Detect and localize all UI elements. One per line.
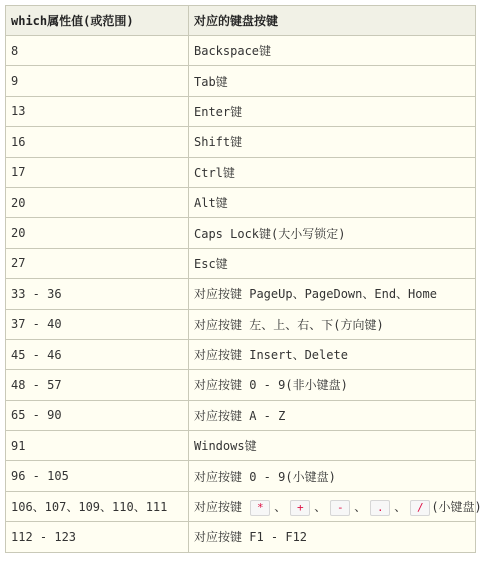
cell-which-value: 20 (6, 187, 189, 217)
cell-which-value: 17 (6, 157, 189, 187)
cell-which-value: 45 - 46 (6, 339, 189, 369)
numpad-key-plus: + (290, 500, 310, 516)
cell-key-name: 对应按键 0 - 9(小键盘) (189, 461, 476, 491)
cell-which-value: 91 (6, 431, 189, 461)
cell-which-value: 65 - 90 (6, 400, 189, 430)
numpad-separator: 、 (314, 499, 327, 514)
table-row (6, 491, 476, 521)
keycode-table-container (5, 5, 482, 553)
cell-which-value: 16 (6, 127, 189, 157)
cell-key-name: Enter键 (189, 96, 476, 126)
numpad-key-decimal: . (370, 500, 390, 516)
table-row (6, 279, 476, 309)
cell-key-name: Ctrl键 (189, 157, 476, 187)
cell-which-value: 8 (6, 36, 189, 66)
cell-key-name: Esc键 (189, 248, 476, 278)
cell-which-value: 106、107、109、110、111 (6, 491, 189, 521)
cell-key-name: Backspace键 (189, 36, 476, 66)
table-row (6, 36, 476, 66)
numpad-key-multiply: * (250, 500, 270, 516)
keycode-table (5, 5, 482, 553)
table-row (6, 370, 476, 400)
cell-key-name: 对应按键 PageUp、PageDown、End、Home (189, 279, 476, 309)
table-row (6, 157, 476, 187)
cell-key-name: 对应按键 F1 - F12 (189, 522, 476, 552)
numpad-separator: 、 (274, 499, 287, 514)
cell-which-value: 96 - 105 (6, 461, 189, 491)
numpad-separator: 、 (394, 499, 407, 514)
cell-which-value: 13 (6, 96, 189, 126)
cell-which-value: 37 - 40 (6, 309, 189, 339)
table-row (6, 400, 476, 430)
table-header-row (6, 6, 476, 36)
table-row (6, 127, 476, 157)
cell-key-name: Shift键 (189, 127, 476, 157)
numpad-prefix: 对应按键 (194, 499, 243, 514)
table-row (6, 96, 476, 126)
cell-key-name: Windows键 (189, 431, 476, 461)
cell-key-name: 对应按键 左、上、右、下(方向键) (189, 309, 476, 339)
cell-which-value: 9 (6, 66, 189, 96)
numpad-separator: 、 (354, 499, 367, 514)
cell-which-value: 33 - 36 (6, 279, 189, 309)
numpad-suffix: (小键盘) (431, 499, 482, 514)
table-row (6, 461, 476, 491)
cell-which-value: 20 (6, 218, 189, 248)
cell-key-name: Caps Lock键(大小写锁定) (189, 218, 476, 248)
table-row (6, 309, 476, 339)
table-row (6, 248, 476, 278)
cell-key-name: 对应按键 Insert、Delete (189, 339, 476, 369)
cell-key-name: 对应按键 0 - 9(非小键盘) (189, 370, 476, 400)
cell-which-value: 48 - 57 (6, 370, 189, 400)
numpad-key-divide: / (410, 500, 430, 516)
numpad-key-minus: - (330, 500, 350, 516)
table-row (6, 218, 476, 248)
cell-key-name-numpad-operators (189, 491, 482, 521)
table-row (6, 339, 476, 369)
cell-which-value: 27 (6, 248, 189, 278)
table-row (6, 187, 476, 217)
cell-key-name: Alt键 (189, 187, 476, 217)
table-row (6, 522, 476, 552)
table-row (6, 66, 476, 96)
cell-key-name: 对应按键 A - Z (189, 400, 476, 430)
cell-which-value: 112 - 123 (6, 522, 189, 552)
table-row (6, 431, 476, 461)
header-keyboard-key: 对应的键盘按键 (189, 6, 476, 36)
cell-key-name: Tab键 (189, 66, 476, 96)
header-which-value: which属性值(或范围) (6, 6, 189, 36)
